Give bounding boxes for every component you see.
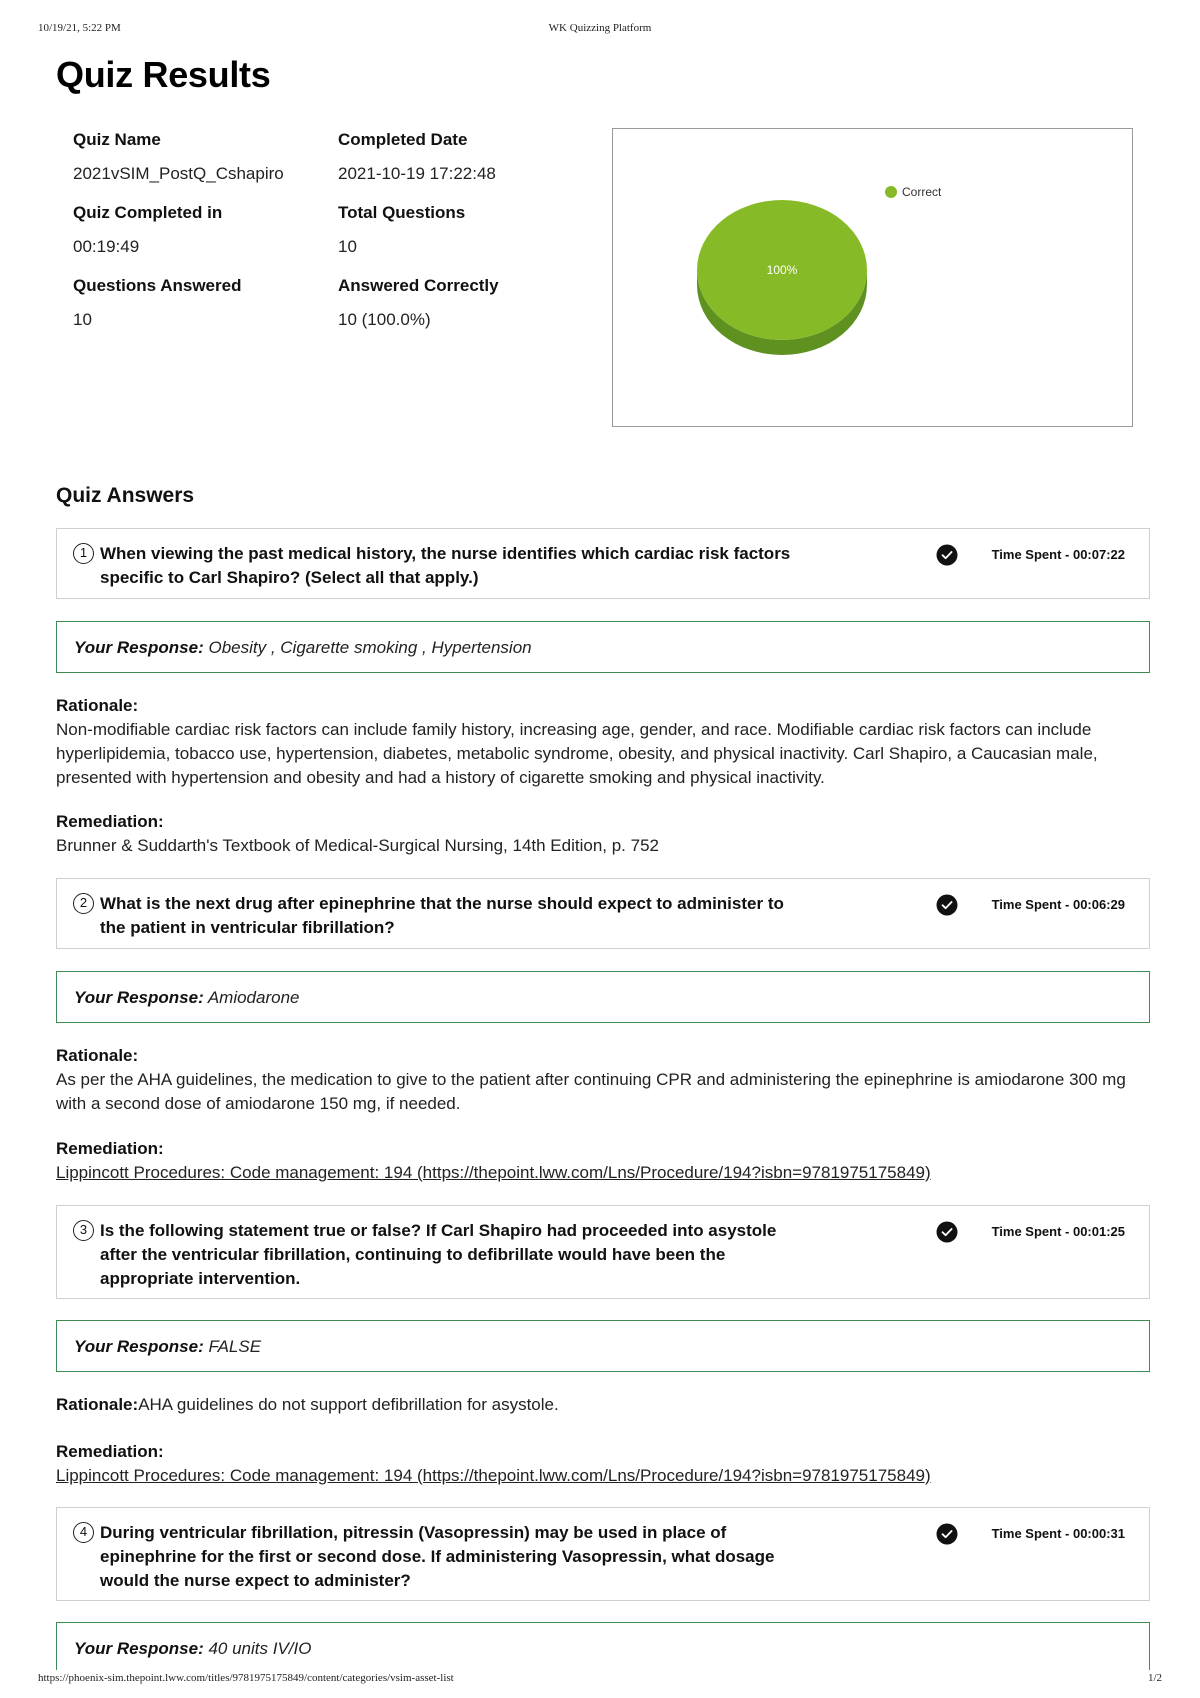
legend-marker: [885, 186, 897, 198]
time-spent: Time Spent - 00:01:25: [991, 1224, 1125, 1239]
time-spent: Time Spent - 00:00:31: [991, 1526, 1125, 1541]
completed-date-value: 2021-10-19 17:22:48: [338, 164, 496, 183]
response-label: Your Response:: [74, 1337, 204, 1356]
quiz-summary: [73, 130, 593, 350]
remediation-label: Remediation:: [56, 1139, 164, 1158]
pie-data-label: 100%: [766, 263, 798, 277]
question-number: 2: [73, 893, 94, 914]
time-spent: Time Spent - 00:07:22: [991, 547, 1125, 562]
remediation-section: [56, 810, 1156, 858]
question-text: Is the following statement true or false? If Carl Shapiro had proceeded into asystole after the ventricular fibrillation, continuing to defibrillate would have been the appropriate intervention.: [100, 1221, 777, 1288]
completed-in-field: [73, 203, 333, 257]
question-card: [56, 528, 1150, 599]
question-text: What is the next drug after epinephrine that the nurse should expect to administer to the patient in ventricular fibrillation?: [100, 894, 784, 937]
rationale-section: [56, 1393, 1156, 1417]
rationale-section: [56, 694, 1156, 790]
quiz-name-field: [73, 130, 333, 184]
time-spent: Time Spent - 00:06:29: [991, 897, 1125, 912]
remediation-text: Brunner & Suddarth's Textbook of Medical-Surgical Nursing, 14th Edition, p. 752: [56, 836, 659, 855]
legend-label: Correct: [902, 185, 942, 199]
rationale-section: [56, 1044, 1156, 1116]
remediation-section: [56, 1137, 1156, 1185]
response-box: [56, 1622, 1150, 1670]
response-value: Obesity , Cigarette smoking , Hypertension: [208, 638, 532, 657]
print-url: https://phoenix-sim.thepoint.lww.com/titles/9781975175849/content/categories/vsim-asset-list: [38, 1672, 454, 1684]
question-card: [56, 1205, 1150, 1299]
remediation-link[interactable]: Lippincott Procedures: Code management: 194 (https://thepoint.lww.com/Lns/Procedure/194?isbn=9781975175849): [56, 1163, 931, 1182]
rationale-text: AHA guidelines do not support defibrillation for asystole.: [138, 1395, 559, 1414]
question-number: 1: [73, 543, 94, 564]
questions-answered-label: Questions Answered: [73, 276, 242, 295]
completed-date-field: [338, 130, 598, 184]
remediation-link[interactable]: Lippincott Procedures: Code management: 194 (https://thepoint.lww.com/Lns/Procedure/194?isbn=9781975175849): [56, 1466, 931, 1485]
pie-chart-svg: [613, 129, 1134, 428]
response-label: Your Response:: [74, 1639, 204, 1658]
answered-correctly-label: Answered Correctly: [338, 276, 499, 295]
results-pie-chart: [612, 128, 1133, 427]
response-box: [56, 971, 1150, 1023]
correct-check-icon: [936, 1221, 958, 1243]
total-questions-value: 10: [338, 237, 357, 256]
total-questions-field: [338, 203, 598, 257]
quiz-name-label: Quiz Name: [73, 130, 161, 149]
print-footer: [0, 1672, 1200, 1686]
response-label: Your Response:: [74, 988, 204, 1007]
print-site-title: WK Quizzing Platform: [548, 22, 652, 34]
response-value: Amiodarone: [207, 988, 300, 1007]
print-datetime: 10/19/21, 5:22 PM: [38, 22, 121, 34]
print-header: [0, 22, 1200, 36]
remediation-section: [56, 1440, 1156, 1488]
question-card: [56, 878, 1150, 949]
correct-check-icon: [936, 894, 958, 916]
print-page-number: 1/2: [1147, 1672, 1162, 1684]
question-text: When viewing the past medical history, the nurse identifies which cardiac risk factors specific to Carl Shapiro? (Select all that apply.): [100, 544, 791, 587]
rationale-label: Rationale:: [56, 1395, 139, 1414]
remediation-label: Remediation:: [56, 812, 164, 831]
rationale-label: Rationale:: [56, 1046, 139, 1065]
question-text: During ventricular fibrillation, pitressin (Vasopressin) may be used in place of epinephrine for the first or second dose. If administering Vasopressin, what dosage would the nurse expect to administer?: [100, 1523, 775, 1590]
correct-check-icon: [936, 1523, 958, 1545]
quiz-answers-heading: Quiz Answers: [56, 484, 195, 507]
quiz-name-value: 2021vSIM_PostQ_Cshapiro: [73, 164, 284, 183]
answered-correctly-field: [338, 276, 598, 330]
answered-correctly-value: 10 (100.0%): [338, 310, 431, 329]
page-title: Quiz Results: [56, 54, 271, 95]
response-box: [56, 1320, 1150, 1372]
question-card: [56, 1507, 1150, 1601]
rationale-label: Rationale:: [56, 696, 139, 715]
response-value: 40 units IV/IO: [208, 1639, 312, 1658]
rationale-text: Non-modifiable cardiac risk factors can include family history, increasing age, gender, and race. Modifiable cardiac risk factors can include hyperlipidemia, tobacco use, hypertension, diabetes, metabolic syndrome, obesity, and physical inactivity. Carl Shapiro, a Caucasian male, presented with hypertension and obesity and had a history of cigarette smoking and physical inactivity.: [56, 720, 1098, 787]
remediation-label: Remediation:: [56, 1442, 164, 1461]
correct-check-icon: [936, 544, 958, 566]
completed-in-label: Quiz Completed in: [73, 203, 223, 222]
completed-date-label: Completed Date: [338, 130, 468, 149]
rationale-text: As per the AHA guidelines, the medication to give to the patient after continuing CPR and administering the epinephrine is amiodarone 300 mg with a second dose of amiodarone 150 mg, if needed.: [56, 1070, 1126, 1113]
question-number: 4: [73, 1522, 94, 1543]
completed-in-value: 00:19:49: [73, 237, 140, 256]
response-box: [56, 621, 1150, 673]
response-label: Your Response:: [74, 638, 204, 657]
question-number: 3: [73, 1220, 94, 1241]
response-value: FALSE: [208, 1337, 262, 1356]
questions-answered-field: [73, 276, 333, 330]
total-questions-label: Total Questions: [338, 203, 466, 222]
questions-answered-value: 10: [73, 310, 92, 329]
